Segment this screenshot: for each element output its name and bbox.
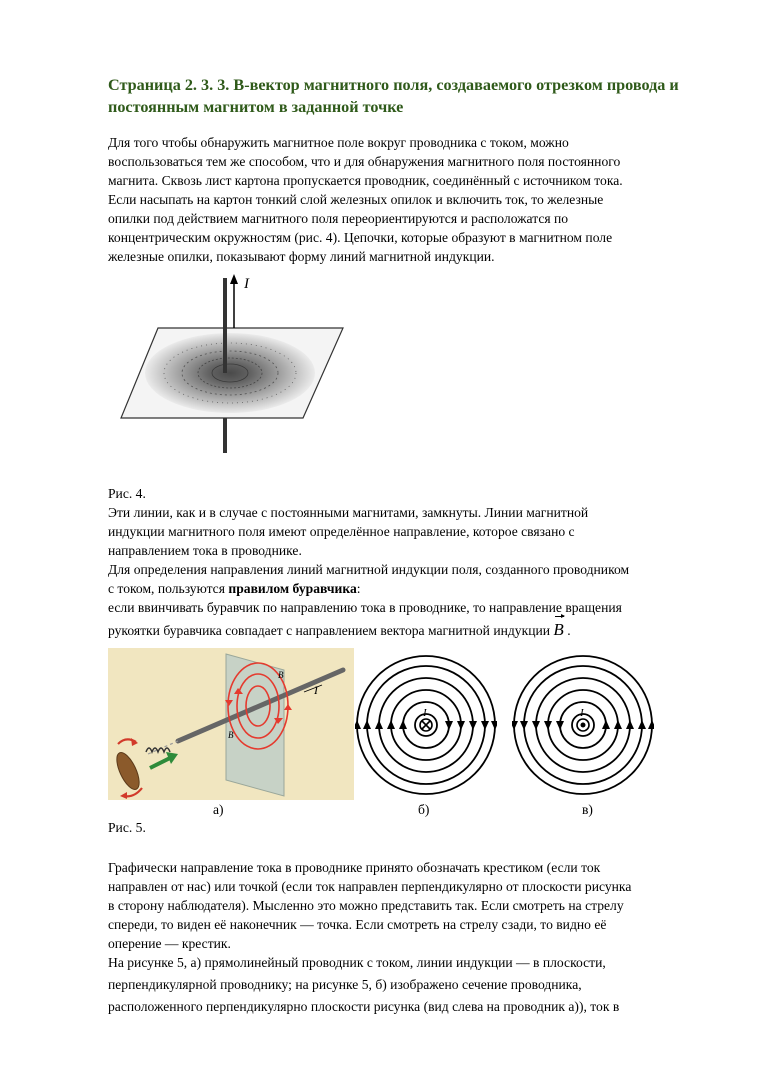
- dot-symbol: [577, 719, 589, 731]
- current-label: I: [244, 276, 249, 292]
- text-line: Эти линии, как и в случае с постоянными магнитами, замкнуты. Линии магнитной: [108, 505, 589, 520]
- figure-5c-field-dot: [512, 650, 654, 798]
- vector-b-symbol: B: [553, 620, 564, 639]
- current-label: I: [314, 683, 318, 697]
- text-line: с током, пользуются правилом буравчика:: [108, 581, 361, 596]
- current-label: I: [580, 707, 584, 719]
- text-line: перпендикулярной проводнику; на рисунке 5, б) изображено сечение проводника,: [108, 977, 582, 992]
- text-line: Графически направление тока в проводнике принято обозначать крестиком (если ток: [108, 860, 601, 875]
- figure-4-caption: Рис. 4.: [108, 486, 146, 501]
- page-title: Страница 2. 3. 3. В-вектор магнитного поля, создаваемого отрезком провода и постоянным магнитом в заданной точке: [108, 76, 679, 116]
- figure-5a-gimlet-illustration: [108, 648, 354, 800]
- b-label-top: B: [278, 670, 284, 680]
- figure-5c-label: в): [582, 802, 593, 817]
- figure-5a-label: а): [213, 802, 224, 817]
- text-line: На рисунке 5, а) прямолинейный проводник с током, линии индукции — в плоскости,: [108, 955, 606, 970]
- text-line: воспользоваться тем же способом, что и для обнаружения магнитного поля постоянного: [108, 154, 621, 169]
- figure-5b-field-cross: [355, 650, 497, 798]
- text-line: рукоятки буравчика совпадает с направлением вектора магнитной индукции B .: [108, 620, 571, 639]
- text-line: Если насыпать на картон тонкий слой железных опилок и включить ток, то железные: [108, 192, 604, 207]
- wire-upper: [223, 278, 227, 373]
- text-line: концентрическим окружностям (рис. 4). Цепочки, которые образуют в магнитном поле: [108, 230, 613, 245]
- intro-paragraph: [108, 133, 708, 266]
- text-line: если ввинчивать буравчик по направлению тока в проводнике, то направление вращения: [108, 600, 622, 615]
- cross-symbol: [420, 719, 432, 731]
- text-line: спереди, то виден её наконечник — точка. Если смотреть на стрелу сзади, то видно её: [108, 917, 607, 932]
- text-line: направлен от нас) или точкой (если ток направлен перпендикулярно от плоскости рисунка: [108, 879, 632, 894]
- b-label-bottom: B: [228, 730, 234, 740]
- text-line: Для определения направления линий магнитной индукции поля, созданного проводником: [108, 562, 630, 577]
- current-arrow-head: [230, 274, 238, 284]
- text-line: опилки под действием магнитного поля переориентируются и расположатся по: [108, 211, 569, 226]
- text-line: в сторону наблюдателя). Мысленно это можно представить так. Если смотреть на стрелу: [108, 898, 624, 913]
- text-line: направлением тока в проводнике.: [108, 543, 302, 558]
- figure-5b-label: б): [418, 802, 430, 817]
- gimlet-rule: правилом буравчика: [228, 581, 357, 596]
- text-line: железные опилки, показывают форму линий магнитной индукции.: [108, 249, 495, 264]
- current-label: I: [423, 707, 427, 719]
- fig4-caption-block: [108, 484, 708, 640]
- text-line: оперение — крестик.: [108, 936, 231, 951]
- text-line: расположенного перпендикулярно плоскости рисунка (вид слева на проводник а)), ток в: [108, 999, 620, 1014]
- text-line: Для того чтобы обнаружить магнитное поле вокруг проводника с током, можно: [108, 135, 569, 150]
- filings-pattern: [145, 333, 315, 413]
- text-line: магнита. Сквозь лист картона пропускается проводник, соединённый с источником тока.: [108, 173, 623, 188]
- bottom-paragraph: [108, 858, 708, 1016]
- figure-4-iron-filings: [118, 268, 358, 458]
- text-line: индукции магнитного поля имеют определённое направление, которое связано с: [108, 524, 575, 539]
- figure-5-caption: Рис. 5.: [108, 820, 146, 835]
